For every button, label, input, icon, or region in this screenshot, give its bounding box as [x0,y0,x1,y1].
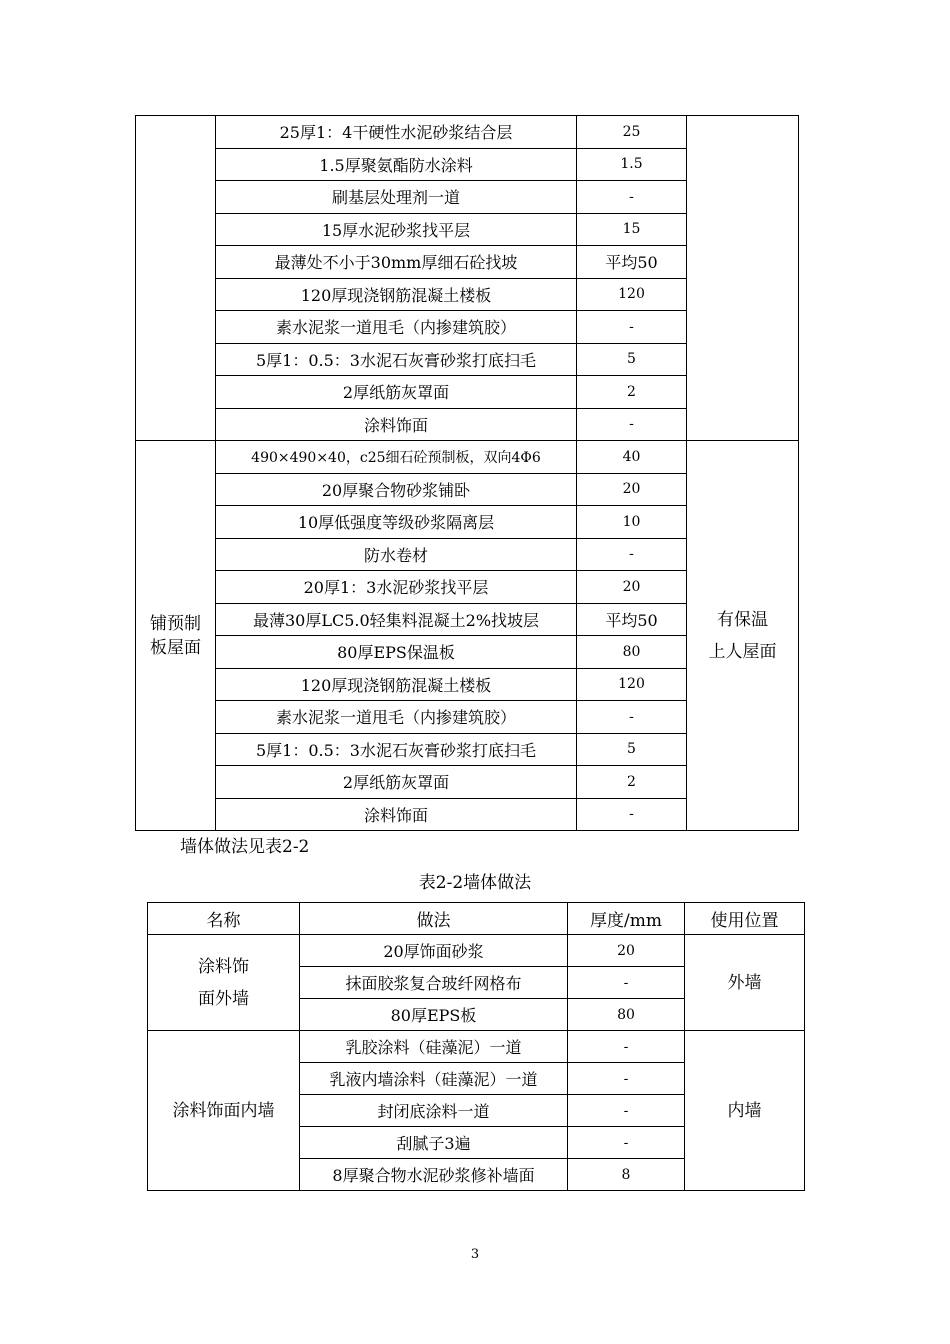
thickness-cell: 40 [577,441,687,474]
group-name-cell: 涂料饰面内墙 [148,1031,300,1191]
method-cell: 刮腻子3遍 [300,1127,568,1159]
thickness-cell: 120 [577,668,687,701]
thickness-cell: 80 [577,636,687,669]
layer-cell: 20厚1：3水泥砂浆找平层 [216,571,577,604]
layer-cell: 涂料饰面 [216,798,577,831]
layer-cell: 20厚聚合物砂浆铺卧 [216,473,577,506]
method-cell: 乳胶涂料（硅藻泥）一道 [300,1031,568,1063]
header-location: 使用位置 [685,903,805,935]
wall-note: 墙体做法见表2-2 [180,837,310,857]
layer-cell: 刷基层处理剂一道 [216,181,577,214]
table-row [148,935,805,967]
use-line: 有保温 [717,609,768,630]
group-name-cell [136,116,216,441]
layer-cell: 15厚水泥砂浆找平层 [216,213,577,246]
thickness-cell: - [568,1127,685,1159]
method-cell: 抹面胶浆复合玻纤网格布 [300,967,568,999]
header-name: 名称 [148,903,300,935]
thickness-cell: - [577,798,687,831]
thickness-cell: 10 [577,506,687,539]
table-header-row [148,903,805,935]
layer-cell: 2厚纸筋灰罩面 [216,766,577,799]
thickness-cell: 120 [577,278,687,311]
layer-cell: 120厚现浇钢筋混凝土楼板 [216,278,577,311]
use-cell [687,441,799,831]
layer-cell: 防水卷材 [216,538,577,571]
layer-cell: 2厚纸筋灰罩面 [216,376,577,409]
use-line: 上人屋面 [708,641,777,662]
layer-cell: 1.5厚聚氨酯防水涂料 [216,148,577,181]
thickness-cell: - [568,1095,685,1127]
header-method: 做法 [300,903,568,935]
thickness-cell: - [577,701,687,734]
thickness-cell: - [568,1063,685,1095]
layer-cell: 490×490×40，c25细石砼预制板，双向4Φ6 [216,441,577,474]
method-cell: 8厚聚合物水泥砂浆修补墙面 [300,1159,568,1191]
layer-cell: 5厚1：0.5：3水泥石灰膏砂浆打底扫毛 [216,343,577,376]
method-cell: 20厚饰面砂浆 [300,935,568,967]
method-cell: 封闭底涂料一道 [300,1095,568,1127]
roof-construction-table [135,115,799,831]
layer-cell: 80厚EPS保温板 [216,636,577,669]
use-cell: 内墙 [685,1031,805,1191]
thickness-cell: - [577,311,687,344]
layer-cell: 120厚现浇钢筋混凝土楼板 [216,668,577,701]
group-name-line: 面外墙 [198,988,249,1009]
layer-cell: 5厚1：0.5：3水泥石灰膏砂浆打底扫毛 [216,733,577,766]
header-thickness: 厚度/mm [568,903,685,935]
use-cell: 外墙 [685,935,805,1031]
group-name-cell [148,935,300,1031]
layer-cell: 最薄30厚LC5.0轻集料混凝土2%找坡层 [216,603,577,636]
thickness-cell: - [577,408,687,441]
thickness-cell: 25 [577,116,687,149]
thickness-cell: - [577,181,687,214]
thickness-cell: - [568,967,685,999]
layer-cell: 25厚1：4干硬性水泥砂浆结合层 [216,116,577,149]
thickness-cell: 20 [577,571,687,604]
thickness-cell: 1.5 [577,148,687,181]
thickness-cell: 5 [577,343,687,376]
table-row [136,116,799,149]
table-row [148,1031,805,1063]
page-number: 3 [470,1247,480,1262]
thickness-cell: 平均50 [577,603,687,636]
use-cell [687,116,799,441]
group-name-cell [136,441,216,831]
table-caption: 表2-2墙体做法 [418,873,532,893]
table-row [136,441,799,474]
group-name-line: 涂料饰 [198,956,249,977]
layer-cell: 素水泥浆一道甩毛（内掺建筑胶） [216,311,577,344]
thickness-cell: 2 [577,376,687,409]
thickness-cell: - [568,1031,685,1063]
wall-construction-table [147,902,805,1191]
thickness-cell: 80 [568,999,685,1031]
layer-cell: 最薄处不小于30mm厚细石砼找坡 [216,246,577,279]
method-cell: 80厚EPS板 [300,999,568,1031]
layer-cell: 涂料饰面 [216,408,577,441]
group-name-line: 铺预制 [150,613,201,634]
layer-cell: 10厚低强度等级砂浆隔离层 [216,506,577,539]
thickness-cell: 2 [577,766,687,799]
thickness-cell: 5 [577,733,687,766]
thickness-cell: 平均50 [577,246,687,279]
thickness-cell: 20 [568,935,685,967]
thickness-cell: 8 [568,1159,685,1191]
method-cell: 乳液内墙涂料（硅藻泥）一道 [300,1063,568,1095]
thickness-cell: 20 [577,473,687,506]
thickness-cell: 15 [577,213,687,246]
group-name-line: 板屋面 [150,637,201,658]
thickness-cell: - [577,538,687,571]
layer-cell: 素水泥浆一道甩毛（内掺建筑胶） [216,701,577,734]
